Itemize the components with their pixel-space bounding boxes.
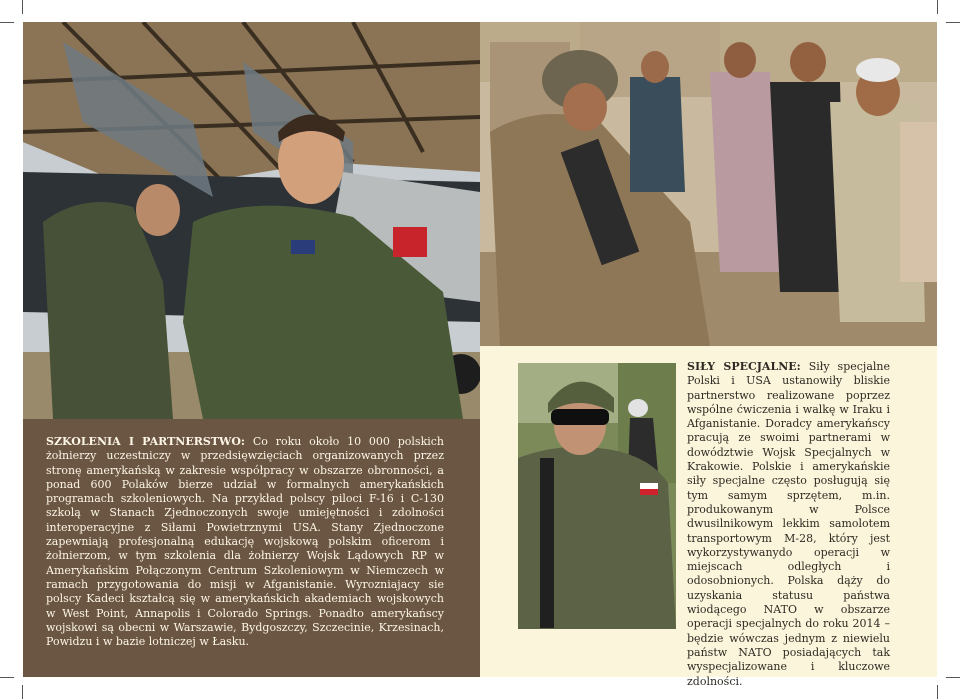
crop-mark (946, 677, 960, 678)
right-article (687, 360, 890, 689)
crop-mark (946, 22, 960, 23)
left-article (46, 435, 444, 649)
soldier-with-children-photo (480, 22, 937, 346)
crop-mark (22, 0, 23, 14)
crop-mark (0, 677, 14, 678)
pilots-photo (23, 22, 480, 419)
left-article-body: Co roku około 10 000 polskich żołnierzy uczestniczy w przedsięwzięciach organizowanych przez stronę amerykańską w zakresie współpracy w obszarze obronności, a ponad 600 Polaków bierze udział w formalnych amerykańskich programach szkoleniowych. Na przykład polscy piloci F-16 i C-130 szkolą w Stanach Zjednoczonych swoje umiejętności i zdolności interoperacyjne z Siłami Powietrznymi USA. Stany Zjednoczone zapewniają profesjonalną edukację wojskową polskim oficerom i żołnierzom, w tym szkolenia dla żołnierzy Wojsk Lądowych RP w Amerykańskim Połączonym Centrum Szkoleniowym w Niemczech w ramach przygotowania do misji w Afganistanie. Wyrozniajacy sie polscy Kadeci kształcą się w amerykańskich akademiach wojskowych w West Point, Annapolis i Colorado Springs. Ponadto amerykańscy wojskowi są obecni w Warszawie, Bydgoszczy, Szczecinie, Krzesinach, Powidzu i w bazie lotniczej w Łasku. (46, 435, 445, 649)
crop-mark (937, 0, 938, 14)
right-article-body: Siły specjalne Polski i USA ustanowiły bliskie partnerstwo realizowane poprzez wspólne ćwiczenia i walkę w Iraku i Afganistanie. Doradcy amerykańscy pracują ze swoimi partnerami w dowództwie Wojsk Specjalnych w Krakowie. Polskie i amerykańskie siły specjalne często posługują się tym samym sprzętem, m.in. produkowanym w Polsce dwusilnikowym lekkim samolotem transportowym M-28, który jest wykorzystywanydo operacji w miejscach odległych i odosobnionych. Polska dąży do uzyskania statusu państwa wiodącego NATO w obszarze operacji specjalnych do roku 2014 – będzie wówczas jednym z niewielu państw NATO posiadających tak wyspecjalizowane i kluczowe zdolności. (687, 360, 890, 688)
polish-soldier-photo (518, 363, 676, 629)
crop-mark (937, 685, 938, 699)
right-article-heading: SIŁY SPECJALNE: (687, 360, 801, 373)
crop-mark (22, 685, 23, 699)
left-article-heading: SZKOLENIA I PARTNERSTWO: (46, 435, 245, 448)
crop-mark (0, 22, 14, 23)
